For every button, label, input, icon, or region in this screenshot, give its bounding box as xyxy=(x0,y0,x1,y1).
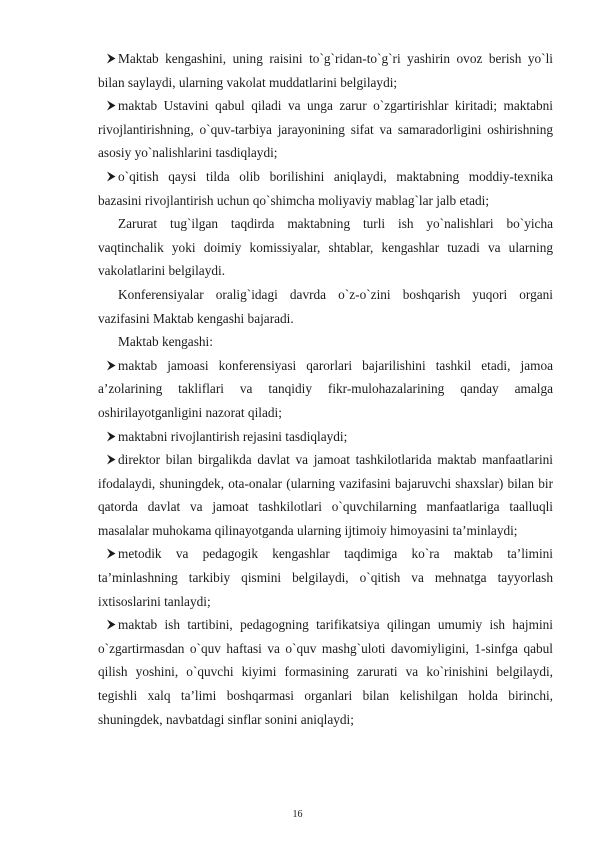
bullet-item xyxy=(98,165,553,212)
paragraph-heading: Maktab kengashi: xyxy=(118,334,213,350)
document-body xyxy=(98,47,553,731)
bullet-item xyxy=(98,448,553,542)
bullet-text: metodik va pedagogik kengashlar taqdimiga ko`ra maktab ta’limini ta’minlashning tarkibiy qismini belgilaydi, o`qitish va mehnatga tayyorlash ixtisoslarini tanlaydi; xyxy=(98,546,553,609)
bullet-text: maktabni rivojlantirish rejasini tasdiqlaydi; xyxy=(118,428,348,444)
bullet-item xyxy=(98,94,553,165)
bullet-text: direktor bilan birgalikda davlat va jamoat tashkilotlarida maktab manfaatlarini ifodalaydi, shuningdek, ota-onalar (ularning vazifasini bajaruvchi shaxslar) bilan bir qatorda davlat va jamoat tashkilotlari o`quvchilarning manfaatlariga taalluqli masalalar muhokama qilinayotganda ularning ijtimoiy himoyasini ta’minlaydi; xyxy=(98,452,553,538)
bullet-item xyxy=(98,425,553,449)
arrowhead-bullet-icon xyxy=(106,171,116,182)
arrowhead-bullet-icon xyxy=(106,454,116,465)
arrowhead-bullet-icon xyxy=(106,100,116,111)
bullet-item xyxy=(98,354,553,425)
bullet-item xyxy=(98,613,553,731)
page-number: 16 xyxy=(292,809,303,820)
arrowhead-bullet-icon xyxy=(106,548,116,559)
paragraph: Zarurat tug`ilgan taqdirda maktabning turli ish yo`nalishlari bo`yicha vaqtinchalik yoki doimiy komissiyalar, shtablar, kengashlar tuzadi va ularning vakolatlarini belgilaydi. xyxy=(98,216,553,279)
bullet-text: maktab Ustavini qabul qiladi va unga zarur o`zgartirishlar kiritadi; maktabni rivojlantirishning, o`quv-tarbiya jarayonining sifat va samaradorligini oshirishning asosiy yo`nalishlarini tasdiqlaydi; xyxy=(98,98,553,161)
arrowhead-bullet-icon xyxy=(106,431,116,442)
arrowhead-bullet-icon xyxy=(106,360,116,371)
bullet-text: o`qitish qaysi tilda olib borilishini aniqlaydi, maktabning moddiy-texnika bazasini rivojlantirish uchun qo`shimcha moliyaviy mablag`lar jalb etadi; xyxy=(98,168,553,208)
paragraph: Konferensiyalar oralig`idagi davrda o`z-o`zini boshqarish yuqori organi vazifasini Maktab kengashi bajaradi. xyxy=(98,286,553,326)
bullet-text: maktab jamoasi konferensiyasi qarorlari bajarilishini tashkil etadi, jamoa a’zolarining takliflari va tanqidiy fikr-mulohazalarining qanday amalga oshirilayotganligini nazorat qiladi; xyxy=(98,357,553,420)
arrowhead-bullet-icon xyxy=(106,53,116,64)
bullet-item xyxy=(98,542,553,613)
arrowhead-bullet-icon xyxy=(106,619,116,630)
bullet-text: maktab ish tartibini, pedagogning tarifikatsiya qilingan umumiy ish hajmini o`zgartirmasdan o`quv haftasi va o`quv mashg`uloti davomiyligini, 1-sinfga qabul qilish yoshini, o`quvchi kiyimi formasining zarurati va ko`rinishini belgilaydi, tegishli xalq ta’limi boshqarmasi organlari bilan kelishilgan holda birinchi, shuningdek, navbatdagi sinflar sonini aniqlaydi; xyxy=(98,617,553,727)
bullet-text: Maktab kengashini, uning raisini to`g`ridan-to`g`ri yashirin ovoz berish yo`li bilan saylaydi, ularning vakolat muddatlarini belgilaydi; xyxy=(98,51,553,90)
bullet-item xyxy=(98,47,553,94)
